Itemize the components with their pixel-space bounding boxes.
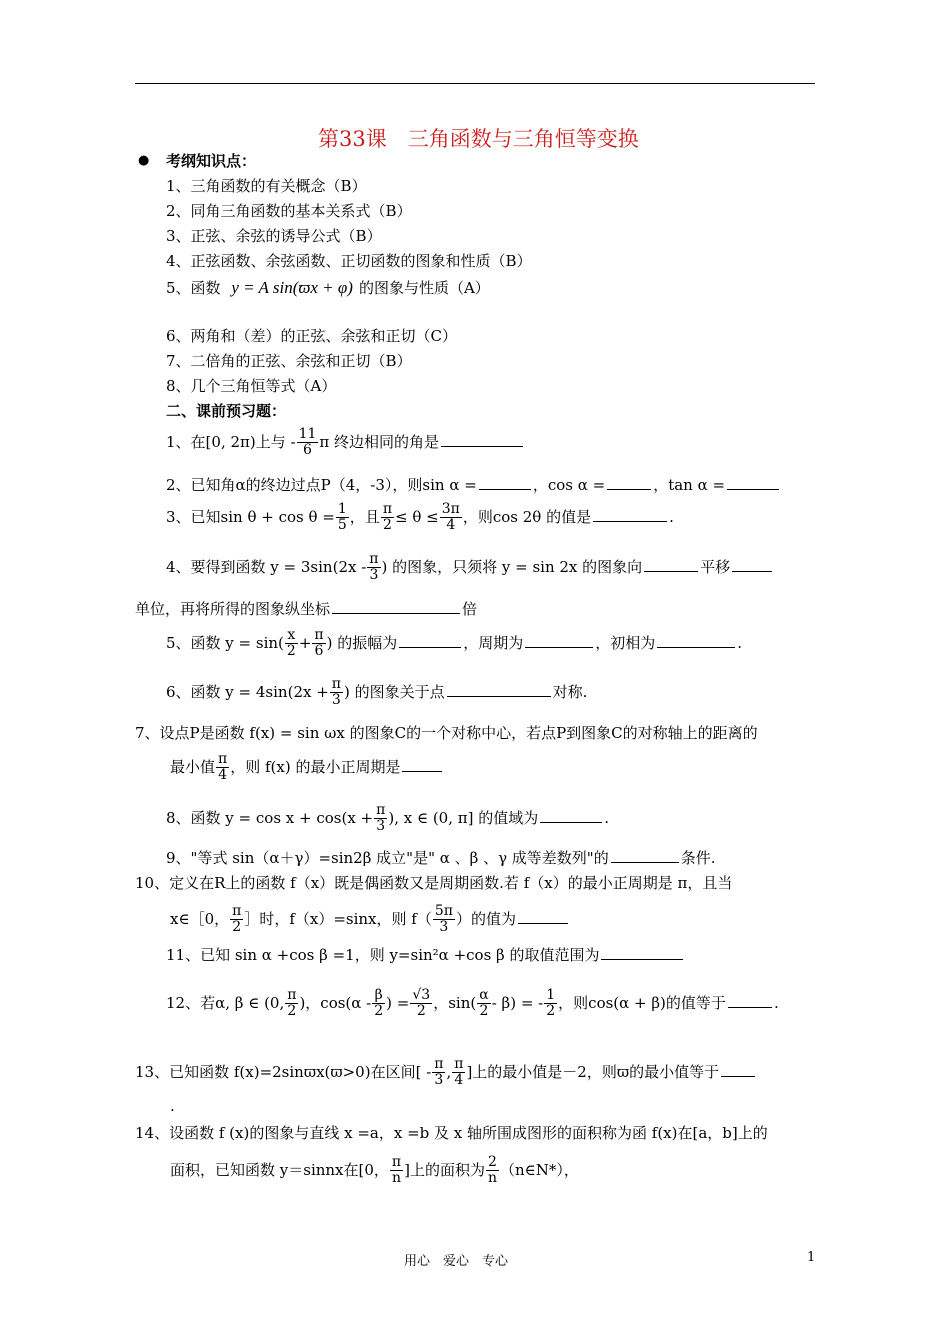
numerator: π <box>287 987 297 1003</box>
q-text: 8、函数 y = cos x + cos(x + <box>166 808 374 827</box>
outline-item: 1、三角函数的有关概念（B） <box>166 177 367 195</box>
denominator: 2 <box>374 1003 384 1020</box>
answer-blank[interactable] <box>607 475 651 490</box>
q-text: ), x ∈ (0, π] 的值域为 <box>388 808 539 827</box>
q-text: ，tan α = <box>653 476 726 494</box>
q-text: （n∈N*）， <box>500 1160 579 1179</box>
question-14-cont <box>170 1155 579 1187</box>
numerator: x <box>285 628 298 644</box>
outline-item: 8、几个三角恒等式（A） <box>166 377 337 395</box>
numerator: π <box>382 501 393 517</box>
q-text: 5、函数 y = sin( <box>166 633 284 652</box>
fraction <box>374 803 387 835</box>
question-13 <box>135 1057 757 1089</box>
q-text: ]上的面积为 <box>404 1160 485 1179</box>
denominator: 3 <box>434 1072 444 1089</box>
fraction <box>312 628 325 660</box>
q-text: 1、在[0, 2π)上与 - <box>166 432 296 451</box>
denominator: 6 <box>314 643 324 660</box>
fraction <box>433 904 455 936</box>
answer-blank[interactable] <box>399 633 461 648</box>
answer-blank[interactable] <box>441 432 523 447</box>
q-text: ) 的振幅为 <box>326 633 398 652</box>
q-text: 12、若 <box>166 993 216 1012</box>
answer-blank[interactable] <box>525 633 593 648</box>
fraction <box>440 502 462 534</box>
q-text: 3、已知sin θ + cos θ = <box>166 507 335 526</box>
numerator: 11 <box>298 426 317 442</box>
numerator: 1 <box>546 987 556 1003</box>
q-text: ]上的最小值是－2，则ϖ的最小值等于 <box>466 1062 720 1081</box>
q-text: ) = <box>386 993 410 1012</box>
q-text: ，cos α = <box>532 476 606 494</box>
q-text: + <box>298 633 312 652</box>
q-text: ) 的图象，只须将 y = sin 2x 的图象向 <box>381 557 643 576</box>
question-5 <box>166 628 742 660</box>
denominator: 3 <box>439 919 449 936</box>
numerator: 3π <box>441 501 460 517</box>
outline-text: 的图象与性质（A） <box>358 279 490 297</box>
q-text: 9、"等式 sin（α＋γ）=sin2β 成立"是" α 、β 、γ 成等差数列"的 <box>166 849 609 867</box>
fraction <box>367 552 380 584</box>
numerator: β <box>372 988 385 1004</box>
section-heading-outline: 考纲知识点： <box>166 152 257 170</box>
fraction <box>432 1057 445 1089</box>
fraction <box>544 988 557 1020</box>
q-text: 6、函数 y = 4sin(2x + <box>166 682 329 701</box>
q-text: 13、已知函数 f(x)=2sinϖx(ϖ>0)在区间[ - <box>135 1062 432 1081</box>
denominator: n <box>487 1170 498 1187</box>
outline-item: 6、两角和（差）的正弦、余弦和正切（C） <box>166 327 458 345</box>
numerator: √3 <box>412 987 431 1003</box>
denominator: 2 <box>479 1003 489 1020</box>
page-footer: 用心 爱心 专心 <box>404 1254 509 1269</box>
fraction <box>410 988 432 1020</box>
numerator: π <box>232 903 242 919</box>
question-12 <box>166 988 779 1020</box>
fraction <box>285 628 298 660</box>
numerator: 5π <box>434 903 453 919</box>
answer-blank[interactable] <box>593 507 667 522</box>
header-rule <box>135 83 815 84</box>
answer-blank[interactable] <box>447 682 551 697</box>
answer-blank[interactable] <box>732 557 772 572</box>
fraction <box>452 1057 465 1089</box>
numerator: π <box>434 1056 444 1072</box>
denominator: 2 <box>286 643 296 660</box>
page-title: 第33课 三角函数与三角恒等变换 <box>318 127 639 151</box>
answer-blank[interactable] <box>601 945 683 960</box>
q-text: ，则 f(x) 的最小正周期是 <box>230 757 401 776</box>
q-text: ，且 <box>349 507 380 526</box>
page-number: 1 <box>807 1250 816 1265</box>
question-1 <box>166 427 525 459</box>
denominator: 4 <box>454 1072 464 1089</box>
q-text: 的值等于 <box>665 993 726 1012</box>
fraction <box>381 502 394 534</box>
denominator: 4 <box>218 767 228 784</box>
q-text: 平移 <box>700 557 731 576</box>
question-2 <box>166 474 781 496</box>
answer-blank[interactable] <box>727 475 779 490</box>
q-text: ，周期为 <box>463 633 524 652</box>
q-text: 11、已知 sin α +cos β =1，则 y=sin²α +cos β 的取值范围为 <box>166 946 600 964</box>
answer-blank[interactable] <box>540 808 602 823</box>
outline-item <box>166 277 490 299</box>
question-4 <box>166 552 774 584</box>
denominator: 2 <box>287 1003 297 1020</box>
fraction <box>372 988 385 1020</box>
denominator: 6 <box>303 442 312 459</box>
numerator: π <box>454 1056 464 1072</box>
q-text: 2、已知角α的终边过点P（4，-3），则sin α = <box>166 476 477 494</box>
q-text: ，sin( <box>433 993 477 1012</box>
question-9 <box>166 847 716 869</box>
q-text: - β) = - <box>491 993 544 1012</box>
q-text: ≤ θ ≤ <box>395 507 439 526</box>
q-text: . <box>737 633 743 652</box>
answer-blank[interactable] <box>518 909 568 924</box>
numerator: π <box>331 676 341 692</box>
question-10-cont <box>170 904 570 936</box>
q-text: 倍 <box>462 600 478 618</box>
q-text: x∈［0， <box>170 909 230 928</box>
answer-blank[interactable] <box>657 633 735 648</box>
q-text: . <box>669 507 674 526</box>
answer-blank[interactable] <box>479 475 531 490</box>
q-text: ，初相为 <box>595 633 656 652</box>
q-text: 条件. <box>680 849 716 867</box>
answer-blank[interactable] <box>611 848 679 863</box>
q-text: α, β ∈ (0, <box>215 993 285 1012</box>
q-text: . <box>773 993 779 1012</box>
outline-text: 5、函数 <box>166 279 221 297</box>
outline-item: 4、正弦函数、余弦函数、正切函数的图象和性质（B） <box>166 252 532 270</box>
section-heading-preview: 二、课前预习题： <box>166 402 287 420</box>
numerator: π <box>314 627 324 643</box>
q-text: π 终边相同的角是 <box>319 432 440 451</box>
q-text: 面积，已知函数 y＝sinnx在[0， <box>170 1160 389 1179</box>
denominator: n <box>392 1170 402 1187</box>
q-text: ，则 <box>558 993 589 1012</box>
question-6 <box>166 677 587 709</box>
answer-blank[interactable] <box>644 557 698 572</box>
question-14: 14、设函数 f (x)的图象与直线 x =a，x =b 及 x 轴所围成图形的面积称为函 f(x)在[a，b]上的 <box>135 1124 768 1142</box>
fraction <box>477 988 490 1020</box>
numerator: π <box>376 802 386 818</box>
denominator: 5 <box>337 517 347 534</box>
q-text: 最小值 <box>170 757 216 776</box>
question-7-cont <box>170 752 444 784</box>
numerator: π <box>218 751 228 767</box>
numerator: 1 <box>337 501 347 517</box>
denominator: 2 <box>232 919 242 936</box>
denominator: 2 <box>382 517 392 534</box>
fraction <box>330 677 343 709</box>
question-3 <box>166 502 674 534</box>
answer-blank[interactable] <box>721 1062 755 1077</box>
q-text: ］时，f（x）=sinx，则 f（ <box>244 909 432 928</box>
outline-item: 3、正弦、余弦的诱导公式（B） <box>166 227 382 245</box>
numerator: π <box>391 1154 402 1170</box>
q-text: ）的值为 <box>455 909 516 928</box>
numerator: 2 <box>486 1155 499 1171</box>
denominator: 4 <box>446 517 456 534</box>
question-4-cont <box>135 598 477 620</box>
q-text: 对称. <box>552 682 588 701</box>
q-formula: cos(α + β) <box>588 993 666 1012</box>
denominator: 2 <box>546 1003 556 1020</box>
numerator: α <box>479 987 489 1003</box>
denominator: 3 <box>369 567 379 584</box>
fraction <box>336 502 349 534</box>
q-text: ，则cos 2θ 的值是 <box>462 507 592 526</box>
outline-item: 7、二倍角的正弦、余弦和正切（B） <box>166 352 412 370</box>
outline-formula: y = A sin(ϖx + φ) <box>231 278 353 297</box>
fraction <box>297 427 319 459</box>
denominator: 2 <box>416 1003 426 1020</box>
q-text: )，cos(α - <box>299 993 372 1012</box>
bullet-icon: ● <box>138 153 150 168</box>
outline-item: 2、同角三角函数的基本关系式（B） <box>166 202 412 220</box>
fraction <box>285 988 298 1020</box>
q-text: . <box>604 808 610 827</box>
fraction <box>230 904 243 936</box>
answer-blank[interactable] <box>332 599 460 614</box>
denominator: 3 <box>376 818 386 835</box>
q-text: ) 的图象关于点 <box>343 682 445 701</box>
q-text: , <box>446 1062 452 1081</box>
question-13-dot: . <box>170 1097 175 1115</box>
q-text: 4、要得到函数 y = 3sin(2x - <box>166 557 367 576</box>
fraction <box>390 1155 403 1187</box>
numerator: π <box>369 551 379 567</box>
fraction <box>216 752 229 784</box>
q-text: 单位，再将所得的图象纵坐标 <box>135 600 331 618</box>
denominator: 3 <box>331 692 341 709</box>
question-10: 10、定义在R上的函数 f（x）既是偶函数又是周期函数.若 f（x）的最小正周期是 π，且当 <box>135 874 733 892</box>
question-7: 7、设点P是函数 f(x) = sin ωx 的图象C的一个对称中心，若点P到图象C的对称轴上的距离的 <box>135 724 758 742</box>
question-8 <box>166 803 609 835</box>
question-11 <box>166 944 685 966</box>
answer-blank[interactable] <box>402 757 442 772</box>
answer-blank[interactable] <box>728 993 772 1008</box>
fraction <box>486 1155 499 1187</box>
